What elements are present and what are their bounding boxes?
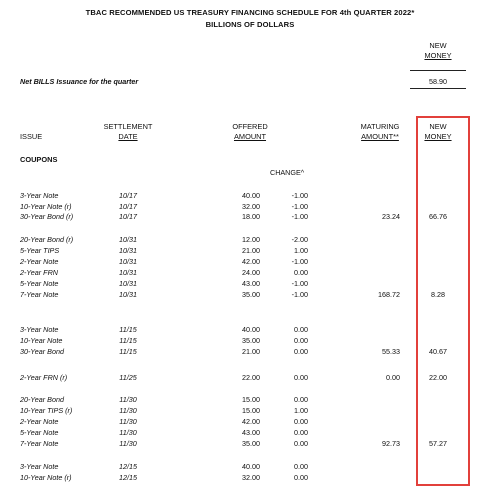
cell-change: 0.00 — [294, 347, 308, 356]
cell-amount: 40.00 — [242, 462, 260, 471]
cell-change: 1.00 — [294, 406, 308, 415]
cell-date: 11/30 — [119, 439, 137, 448]
cell-change: 0.00 — [294, 473, 308, 482]
col-new: NEW — [429, 122, 447, 131]
cell-date: 10/31 — [119, 257, 137, 266]
cell-maturing: 92.73 — [382, 439, 400, 448]
cell-change: 0.00 — [294, 462, 308, 471]
cell-amount: 42.00 — [242, 257, 260, 266]
cell-change: -2.00 — [291, 235, 308, 244]
cell-change: 0.00 — [294, 417, 308, 426]
cell-issue: 2-Year Note — [20, 417, 59, 426]
cell-new: 57.27 — [429, 439, 447, 448]
col-settlement: SETTLEMENT — [103, 122, 153, 131]
cell-amount: 43.00 — [242, 279, 260, 288]
cell-change: 0.00 — [294, 373, 308, 382]
cell-date: 10/17 — [119, 191, 137, 200]
cell-issue: 3-Year Note — [20, 191, 59, 200]
bills-money-header: MONEY — [424, 51, 452, 60]
cell-issue: 10-Year TIPS (r) — [20, 406, 73, 415]
cell-date: 12/15 — [119, 462, 137, 471]
cell-issue: 10-Year Note (r) — [20, 473, 72, 482]
cell-amount: 22.00 — [242, 373, 260, 382]
cell-amount: 43.00 — [242, 428, 260, 437]
cell-date: 10/17 — [119, 202, 137, 211]
cell-amount: 18.00 — [242, 212, 260, 221]
cell-issue: 2-Year FRN — [20, 268, 58, 277]
cell-amount: 21.00 — [242, 246, 260, 255]
bills-label: Net BILLS Issuance for the quarter — [20, 77, 139, 86]
cell-change: -1.00 — [291, 257, 308, 266]
cell-date: 11/30 — [119, 395, 137, 404]
cell-issue: 3-Year Note — [20, 325, 59, 334]
cell-date: 11/30 — [119, 406, 137, 415]
cell-amount: 12.00 — [242, 235, 260, 244]
col-offered: OFFERED — [232, 122, 268, 131]
bills-top-rule — [410, 70, 466, 71]
cell-date: 10/17 — [119, 212, 137, 221]
cell-issue: 2-Year Note — [20, 257, 59, 266]
cell-amount: 21.00 — [242, 347, 260, 356]
cell-amount: 32.00 — [242, 473, 260, 482]
cell-issue: 20-Year Bond — [20, 395, 64, 404]
cell-issue: 2-Year FRN (r) — [20, 373, 68, 382]
cell-new: 8.28 — [431, 290, 445, 299]
cell-date: 10/31 — [119, 290, 137, 299]
cell-date: 11/15 — [119, 336, 137, 345]
cell-date: 11/15 — [119, 325, 137, 334]
cell-issue: 3-Year Note — [20, 462, 59, 471]
cell-amount: 42.00 — [242, 417, 260, 426]
cell-date: 11/30 — [119, 417, 137, 426]
cell-issue: 5-Year Note — [20, 428, 59, 437]
cell-issue: 10-Year Note — [20, 336, 63, 345]
cell-issue: 7-Year Note — [20, 290, 59, 299]
cell-change: 0.00 — [294, 395, 308, 404]
cell-date: 11/15 — [119, 347, 137, 356]
cell-issue: 30-Year Bond — [20, 347, 64, 356]
cell-date: 10/31 — [119, 268, 137, 277]
cell-date: 10/31 — [119, 279, 137, 288]
col-issue: ISSUE — [20, 132, 43, 141]
cell-maturing: 55.33 — [382, 347, 400, 356]
cell-change: 0.00 — [294, 336, 308, 345]
cell-issue: 7-Year Note — [20, 439, 59, 448]
cell-change: -1.00 — [291, 202, 308, 211]
cell-date: 10/31 — [119, 235, 137, 244]
cell-change: 0.00 — [294, 325, 308, 334]
cell-change: -1.00 — [291, 290, 308, 299]
cell-amount: 35.00 — [242, 336, 260, 345]
cell-amount: 32.00 — [242, 202, 260, 211]
cell-amount: 40.00 — [242, 325, 260, 334]
cell-change: -1.00 — [291, 212, 308, 221]
cell-amount: 15.00 — [242, 406, 260, 415]
cell-change: -1.00 — [291, 191, 308, 200]
col-maturing-amount: AMOUNT** — [361, 132, 399, 141]
cell-date: 11/25 — [119, 373, 137, 382]
bills-value: 58.90 — [429, 77, 447, 86]
col-maturing: MATURING — [360, 122, 400, 131]
cell-maturing: 23.24 — [382, 212, 400, 221]
cell-issue: 5-Year Note — [20, 279, 59, 288]
cell-amount: 15.00 — [242, 395, 260, 404]
cell-new: 22.00 — [429, 373, 447, 382]
cell-new: 40.67 — [429, 347, 447, 356]
cell-change: 1.00 — [294, 246, 308, 255]
cell-maturing: 168.72 — [378, 290, 400, 299]
report-title: TBAC RECOMMENDED US TREASURY FINANCING SCHEDULE FOR 4th QUARTER 2022* — [85, 8, 415, 17]
col-date: DATE — [118, 132, 138, 141]
cell-issue: 20-Year Bond (r) — [20, 235, 74, 244]
cell-issue: 30-Year Bond (r) — [20, 212, 74, 221]
cell-amount: 35.00 — [242, 290, 260, 299]
cell-change: 0.00 — [294, 268, 308, 277]
cell-amount: 24.00 — [242, 268, 260, 277]
cell-date: 10/31 — [119, 246, 137, 255]
bills-new-header: NEW — [429, 41, 447, 50]
cell-amount: 40.00 — [242, 191, 260, 200]
cell-amount: 35.00 — [242, 439, 260, 448]
new-money-highlight — [416, 116, 470, 486]
cell-issue: 5-Year TIPS — [20, 246, 60, 255]
cell-new: 66.76 — [429, 212, 447, 221]
cell-maturing: 0.00 — [386, 373, 400, 382]
cell-issue: 10-Year Note (r) — [20, 202, 72, 211]
cell-change: 0.00 — [294, 439, 308, 448]
bills-bottom-rule — [410, 88, 466, 89]
report-subtitle: BILLIONS OF DOLLARS — [205, 20, 295, 29]
change-header: CHANGE^ — [270, 168, 305, 177]
col-amount: AMOUNT — [233, 132, 267, 141]
cell-change: 0.00 — [294, 428, 308, 437]
section-coupons: COUPONS — [20, 155, 58, 164]
cell-date: 11/30 — [119, 428, 137, 437]
cell-change: -1.00 — [291, 279, 308, 288]
col-new-money: MONEY — [424, 132, 452, 141]
cell-date: 12/15 — [119, 473, 137, 482]
